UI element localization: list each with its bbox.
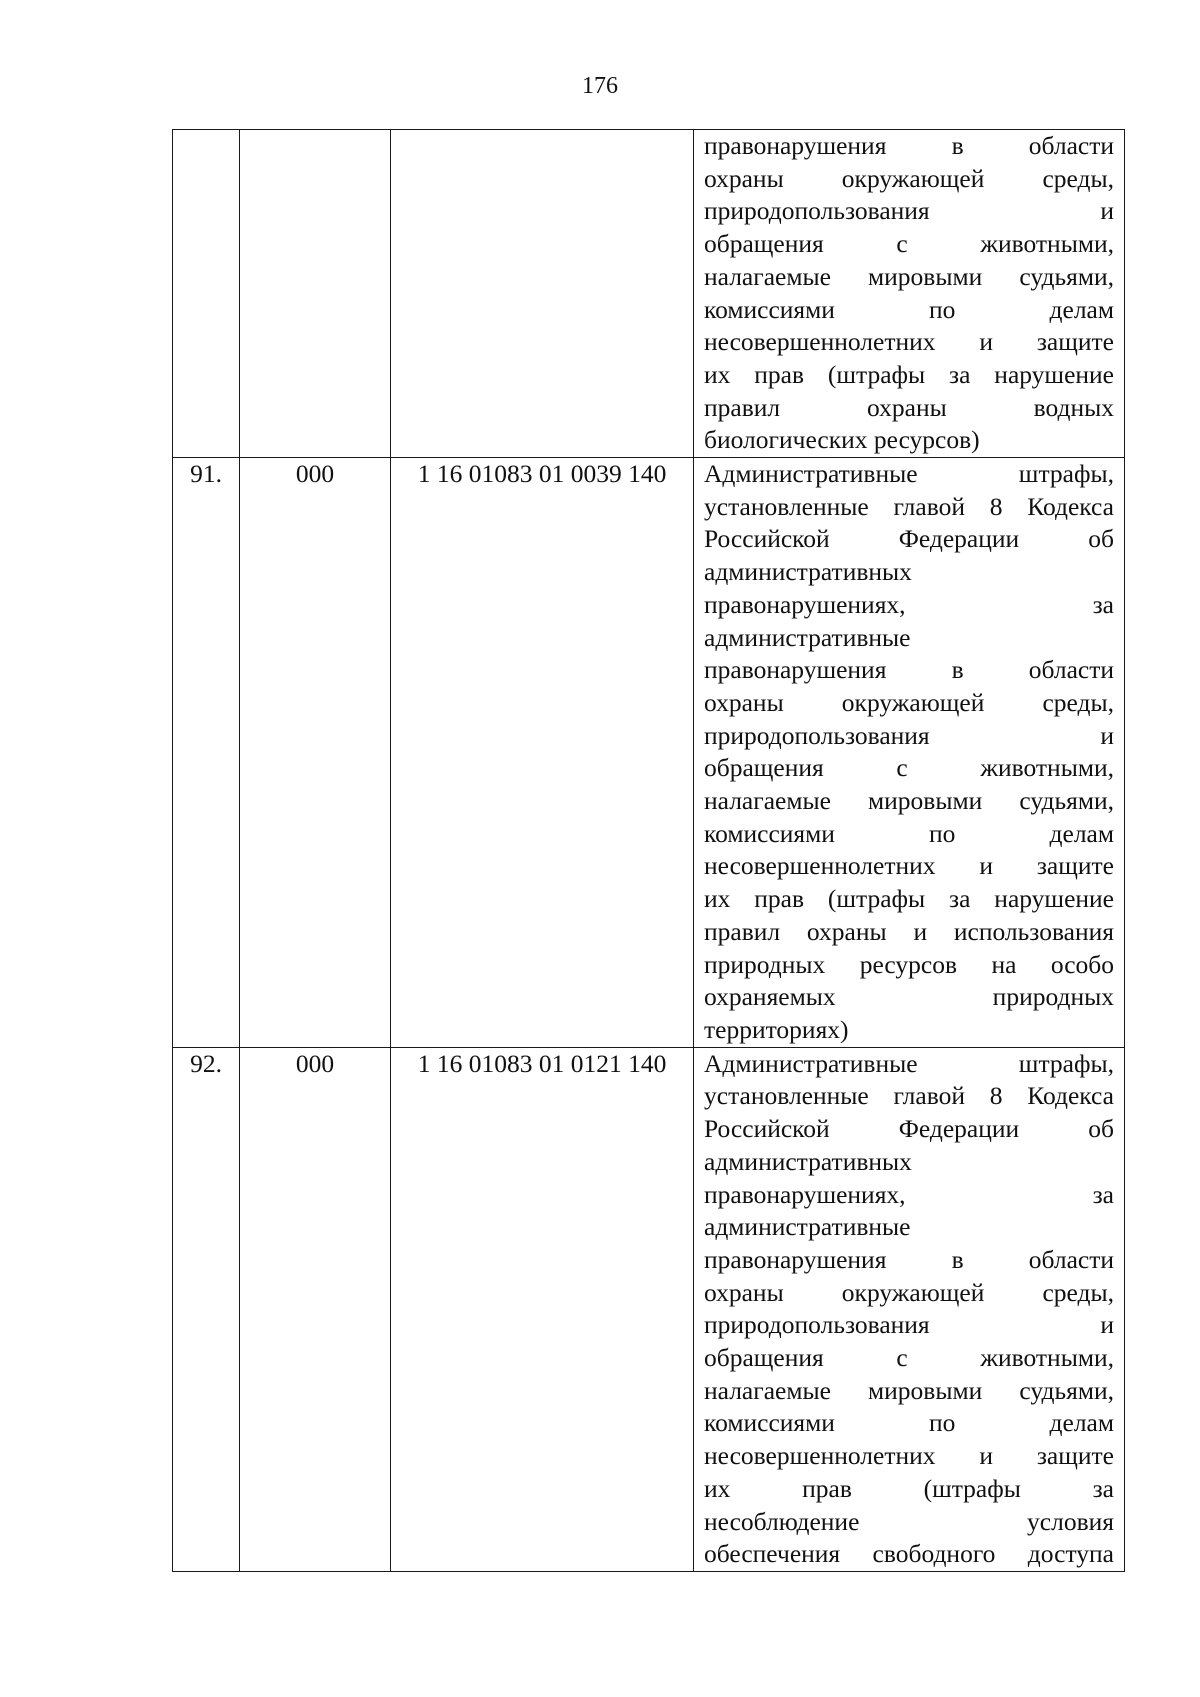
table-row: [173, 130, 1125, 458]
description-line: их прав (штрафы за нарушение: [704, 359, 1114, 389]
description-line: несовершеннолетних и защите: [704, 327, 1114, 357]
description-line: природопользования и: [704, 196, 1114, 226]
row-number-cell: 92.: [173, 1047, 240, 1571]
description-line: Российской Федерации об: [704, 524, 1114, 554]
description-line: правил охраны водных: [704, 392, 1114, 422]
description-line: их прав (штрафы за нарушение: [704, 884, 1114, 914]
description-line: несоблюдение условия: [704, 1506, 1114, 1536]
description-line: несовершеннолетних и защите: [704, 851, 1114, 881]
description-line: несовершеннолетних и защите: [704, 1441, 1114, 1471]
page-number: 176: [582, 73, 618, 99]
description-line: правонарушениях, за: [704, 1179, 1114, 1209]
description-line: их прав (штрафы за: [704, 1473, 1114, 1503]
description-line: налагаемые мировыми судьями,: [704, 786, 1114, 816]
description-line: административных: [704, 1146, 912, 1176]
description-line: охраны окружающей среды,: [704, 687, 1114, 717]
description-line: природопользования и: [704, 1310, 1114, 1340]
description-cell: [694, 458, 1125, 1048]
description-line: Административные штрафы,: [704, 1048, 1114, 1078]
description-cell: [694, 130, 1125, 458]
description-line: природных ресурсов на особо: [704, 949, 1114, 979]
description-line: административные: [704, 1212, 911, 1242]
description-line: правонарушениях, за: [704, 589, 1114, 619]
description-text: [694, 458, 1124, 1047]
description-line: обращения с животными,: [704, 753, 1114, 783]
description-line: обращения с животными,: [704, 1343, 1114, 1373]
description-line: обеспечения свободного доступа: [704, 1539, 1114, 1569]
row-number-cell: 91.: [173, 458, 240, 1048]
budget-code-cell: 1 16 01083 01 0121 140: [391, 1047, 694, 1571]
description-line: правонарушения в области: [704, 1244, 1114, 1274]
description-line: комиссиями по делам: [704, 1408, 1114, 1438]
description-line: комиссиями по делам: [704, 294, 1114, 324]
description-line: охраны окружающей среды,: [704, 1277, 1114, 1307]
description-line: охраны окружающей среды,: [704, 163, 1114, 193]
admin-code-cell: 000: [240, 1047, 391, 1571]
description-line: правонарушения в области: [704, 131, 1114, 160]
budget-code-cell: 1 16 01083 01 0039 140: [391, 458, 694, 1048]
description-line: налагаемые мировыми судьями,: [704, 1375, 1114, 1405]
budget-code-cell: [391, 130, 694, 458]
admin-code-cell: 000: [240, 458, 391, 1048]
description-line: Российской Федерации об: [704, 1114, 1114, 1144]
description-line: правонарушения в области: [704, 655, 1114, 685]
description-text: [694, 1048, 1124, 1571]
table-body: [173, 130, 1125, 1572]
description-line: комиссиями по делам: [704, 818, 1114, 848]
row-number-cell: [173, 130, 240, 458]
description-line: административных: [704, 557, 912, 587]
description-cell: [694, 1047, 1125, 1571]
description-text: [694, 130, 1124, 457]
description-line: административные: [704, 622, 911, 652]
description-line: установленные главой 8 Кодекса: [704, 491, 1114, 521]
description-line: налагаемые мировыми судьями,: [704, 261, 1114, 291]
description-line: территориях): [704, 1014, 849, 1044]
table-row: [173, 1047, 1125, 1571]
description-line: биологических ресурсов): [704, 425, 980, 455]
description-line: обращения с животными,: [704, 229, 1114, 259]
admin-code-cell: [240, 130, 391, 458]
description-line: Административные штрафы,: [704, 459, 1114, 489]
description-line: установленные главой 8 Кодекса: [704, 1081, 1114, 1111]
description-line: охраняемых природных: [704, 982, 1114, 1012]
budget-code-table: [172, 129, 1125, 1572]
description-line: правил охраны и использования: [704, 916, 1114, 946]
description-line: природопользования и: [704, 720, 1114, 750]
table-row: [173, 458, 1125, 1048]
